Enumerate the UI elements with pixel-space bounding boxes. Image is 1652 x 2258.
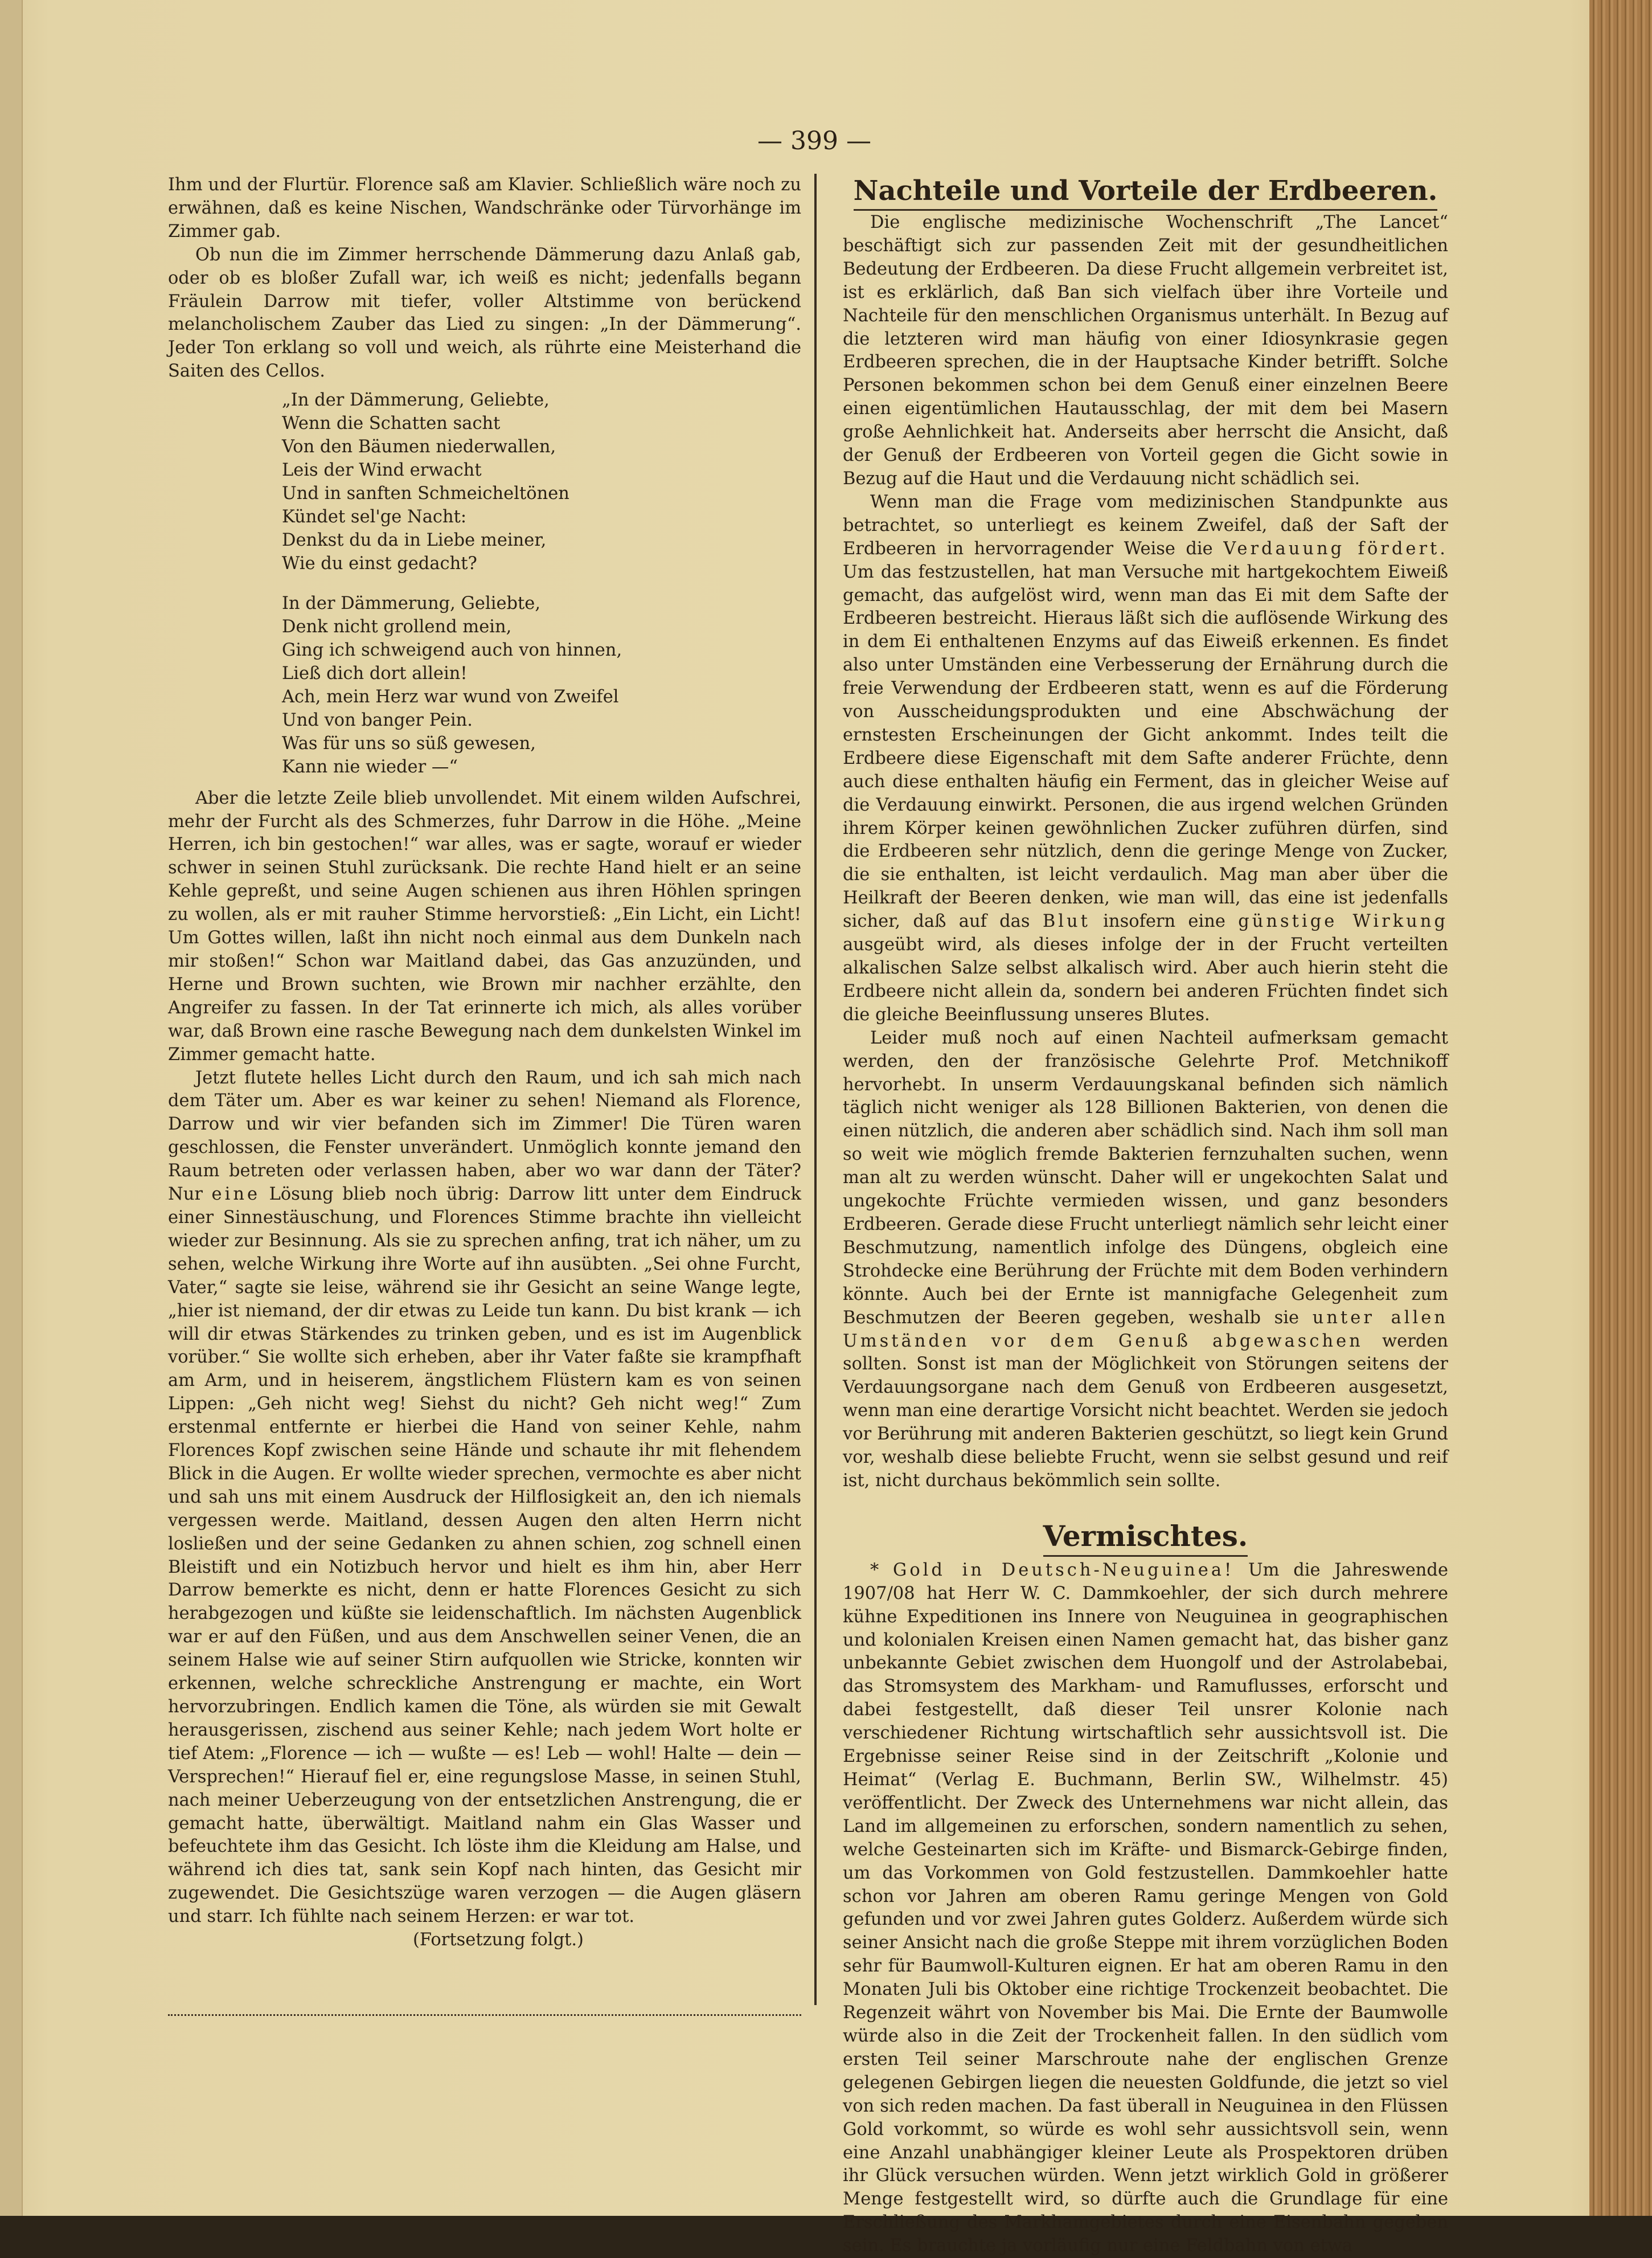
paragraph: Aber die letzte Zeile blieb unvollendet. Mit einem wilden Aufschrei, mehr der Furcht als des Schmerzes, fuhr Darrow in die Höhe. „Meine Herren, ich bin gestochen!“ war alles, was er sagte, worauf er wieder schwer in seinen Stuhl zurücksank. Die rechte Hand hielt er an seine Kehle gepreßt, und seine Augen schienen aus ihren Höhlen springen zu wollen, als er mit rauher Stimme hervorstieß: „Ein Licht, ein Licht! Um Gottes willen, laßt ihn nicht noch einmal aus dem Dunkeln nach mir stoßen!“ Schon war Maitland dabei, das Gas anzuzünden, und Herne und Brown suchten, wie Brown mir nachher erzählte, den Angreifer zu fassen. In der Tat erinnerte ich mich, als alles vorüber war, daß Brown eine rasche Bewegung nach dem dunkelsten Winkel im Zimmer gemacht hatte. [168, 788, 801, 1065]
paragraph: Jetzt flutete helles Licht durch den Raum, und ich sah mich nach dem Täter um. Aber es war keiner zu sehen! Niemand als Florence, Darrow und wir vier befanden sich im Zimmer! Die Türen waren geschlossen, die Fenster unverändert. Unmöglich konnte jemand den Raum betreten oder verlassen haben, aber wo war dann der Täter? Nur eine Lösung blieb noch übrig: Darrow litt unter dem Eindruck einer Sinnestäuschung, und Florences Stimme brachte ihn vielleicht wieder zur Besinnung. Als sie zu sprechen anfing, trat ich näher, um zu sehen, welche Wirkung ihre Worte auf ihn ausübten. „Sei ohne Furcht, Vater,“ sagte sie leise, während sie ihr Gesicht an seine Wange legte, „hier ist niemand, der dir etwas zu Leide tun kann. Du bist krank — ich will dir etwas Stärkendes zu trinken geben, und es ist im Augenblick vorüber.“ Sie wollte sich erheben, aber ihr Vater faßte sie krampfhaft am Arm, und in heiserem, ängstlichem Flüstern kam es von seinen Lippen: „Geh nicht weg! Siehst du nicht? Geh nicht weg!“ Zum erstenmal entfernte er hierbei die Hand von seiner Kehle, nahm Florences Kopf zwischen seine Hände und schaute ihr mit flehendem Blick in die Augen. Er wollte wieder sprechen, vermochte es aber nicht und sah uns mit einem Ausdruck der Hilflosigkeit an, den ich niemals vergessen werde. Maitland, dessen Augen den alten Herrn nicht losließen und der seine Gedanken zu ahnen schien, zog schnell einen Bleistift und ein Notizbuch hervor und hielt es ihm hin, aber Herr Darrow bemerkte es nicht, denn er hatte Florences Gesicht zu sich herabgezogen und küßte sie leidenschaftlich. Im nächsten Augenblick war er auf den Füßen, und aus dem Anschwellen seiner Venen, die an seinem Halse wie auf seiner Stirn aufquollen wie Stricke, konnten wir erkennen, welche schreckliche Anstrengung er machte, ein Wort hervorzubringen. Endlich kamen die Töne, als würden sie mit Gewalt herausgerissen, zischend aus seiner Kehle; nach jedem Wort holte er tief Atem: „Florence — ich — wußte — es! Leb — wohl! Halte — dein — Versprechen!“ Hierauf fiel er, eine regungslose Masse, in seinen Stuhl, nach meiner Ueberzeugung von der entsetzlichen Anstrengung, die er gemacht hatte, überwältigt. Maitland nahm ein Glas Wasser und befeuchtete ihm das Gesicht. Ich löste ihm die Kleidung am Halse, und während ich dies tat, sank sein Kopf nach hinten, das Gesicht mir zugewendet. Die Gesichtszüge waren verzogen — die Augen gläsern und starr. Ich fühlte nach seinem Herzen: er war tot. [168, 1067, 802, 1927]
poem-line: Kann nie wieder —“ [282, 756, 458, 777]
right-column [843, 174, 1448, 2258]
poem-line: Und in sanften Schmeicheltönen [282, 483, 569, 504]
spaced-emphasis: unter allen Umständen vor dem Genuß abgewaschen [843, 1307, 1448, 1351]
paragraph: Ob nun die im Zimmer herrschende Dämmerung dazu Anlaß gab, oder ob es bloßer Zufall war, ich weiß es nicht; jedenfalls begann Fräulein Darrow mit tiefer, voller Altstimme von berückend melancholischem Zauber das Lied zu singen: „In der Dämmerung“. Jeder Ton erklang so voll und weich, als rührte eine Meisterhand die Saiten des Cellos. [168, 244, 801, 382]
paragraph: Ihm und der Flurtür. Florence saß am Klavier. Schließlich wäre noch zu erwähnen, daß es keine Nischen, Wandschränke oder Türvorhänge im Zimmer gab. [168, 175, 801, 242]
spaced-emphasis: günstige Wirkung [1238, 911, 1448, 932]
paragraph: Die englische medizinische Wochenschrift „The Lancet“ beschäftigt sich zur passenden Zeit mit der gesundheitlichen Bedeutung der Erdbeeren. Da diese Frucht allgemein verbreitet ist, ist es erklärlich, daß Ban sich vielfach über ihre Vorteile und Nachteile für den menschlichen Organismus unterhält. In Bezug auf die letzteren wird man häufig von einer Idiosynkrasie gegen Erdbeeren sprechen, die in der Hauptsache Kinder betrifft. Solche Personen bekommen schon bei dem Genuß einer einzelnen Beere einen eigentümlichen Hautausschlag, der mit dem bei Masern große Aehnlichkeit hat. Anderseits aber herrscht die Ansicht, daß der Genuß der Erdbeeren von Vorteil gegen die Gicht sowie in Bezug auf die Haut und die Verdauung nicht schädlich sei. [843, 212, 1448, 489]
poem-line: In der Dämmerung, Geliebte, [282, 594, 541, 614]
page-number: — 399 — [757, 126, 871, 156]
poem-line: Leis der Wind erwacht [282, 460, 482, 480]
section-heading: Vermischtes. [843, 1519, 1448, 1553]
facing-page-edge [0, 0, 23, 2216]
poem-line: Kündet sel'ge Nacht: [282, 506, 467, 527]
poem-line: Wenn die Schatten sacht [282, 414, 501, 434]
poem-line: „In der Dämmerung, Geliebte, [282, 390, 550, 411]
poem-line: Wie du einst gedacht? [282, 553, 477, 574]
paragraph: Leider muß noch auf einen Nachteil aufmerksam gemacht werden, den der französische Gelehrte Prof. Metchnikoff hervorhebt. In unserm Verdauungskanal befinden sich nämlich täglich nicht weniger als 128 Billionen Bakterien, von denen die einen nützlich, die anderen aber schädlich sind. Nach ihm soll man so weit wie möglich fremde Bakterien fernzuhalten suchen, wenn man alt zu werden wünscht. Daher will er ungekochten Salat und ungekochte Früchte vermieden wissen, und ganz besonders Erdbeeren. Gerade diese Frucht unterliegt nämlich sehr leicht einer Beschmutzung, namentlich infolge des Düngens, obgleich eine Strohdecke eine Berührung der Früchte mit dem Boden verhindern könnte. Auch bei der Ernte ist mannigfache Gelegenheit zum Beschmutzen der Beeren gegeben, weshalb sie unter allen Umständen vor dem Genuß abgewaschen werden sollten. Sonst ist man der Möglichkeit von Störungen seitens der Verdauungsorgane nach dem Genuß von Erdbeeren ausgesetzt, wenn man eine derartige Vorsicht nicht beachtet. Werden sie jedoch vor Berührung mit anderen Bakterien geschützt, so liegt kein Grund vor, weshalb diese beliebte Frucht, wenn sie selbst gesund und reif ist, nicht durchaus bekömmlich sein sollte. [843, 1028, 1448, 1491]
spaced-emphasis: Verdauung fördert. [1223, 538, 1448, 559]
poem-line: Denkst du da in Liebe meiner, [282, 530, 547, 550]
spaced-emphasis: Blut [1042, 911, 1091, 932]
left-column [168, 174, 801, 1952]
spaced-emphasis: Gold in Deutsch-Neuguinea! [892, 1560, 1235, 1580]
spaced-emphasis: eine [211, 1184, 261, 1205]
poem-line: Denk nicht grollend mein, [282, 617, 512, 637]
poem-line: Ging ich schweigend auch von hinnen, [282, 640, 622, 661]
column-divider [814, 174, 817, 2005]
paragraph: Wenn man die Frage vom medizinischen Standpunkte aus betrachtet, so unterliegt es keinem Zweifel, daß der Saft der Erdbeeren in hervorragender Weise die Verdauung fördert. Um das festzustellen, hat man Versuche mit hartgekochtem Eiweiß gemacht, das aufgelöst wird, wenn man das Ei mit dem Safte der Erdbeeren bestreicht. Hieraus läßt sich die auflösende Wirkung des in dem Ei enthaltenen Enzyms auf das Eiweiß erkennen. Es findet also unter Umständen eine Verbesserung der Ernährung durch die freie Verwendung der Erdbeeren statt, wenn es auf die Förderung von Ausscheidungsprodukten und eine Abschwächung der ernstesten Erscheinungen der Gicht ankommt. Indes teilt die Erdbeere diese Eigenschaft mit dem Safte anderer Früchte, denn auch diese enthalten häufig ein Ferment, das in gleicher Weise auf die Verdauung einwirkt. Personen, die aus irgend welchen Gründen ihrem Körper keinen gewöhnlichen Zucker zuführen dürfen, sind die Erdbeeren sehr nützlich, denn die geringe Menge von Zucker, die sie enthalten, ist leicht verdaulich. Mag man aber über die Heilkraft der Beeren denken, wie man will, das eine ist jedenfalls sicher, daß auf das Blut insofern eine günstige Wirkung ausgeübt wird, als dieses infolge der in der Frucht verteilten alkalischen Salze selbst alkalisch wird. Aber auch hierin steht die Erdbeere nicht allein da, sondern bei anderen Früchten findet sich die gleiche Beeinflussung unseres Blutes. [843, 492, 1448, 1025]
poem-line: Ließ dich dort allein! [282, 664, 468, 684]
poem-line: Was für uns so süß gewesen, [282, 733, 536, 754]
poem-line: Von den Bäumen niederwallen, [282, 436, 556, 457]
poem [282, 389, 801, 779]
poem-line: Und von banger Pein. [282, 710, 473, 730]
bottom-ornament [168, 2014, 801, 2019]
book-spine [1589, 0, 1652, 2216]
poem-line: Ach, mein Herz war wund von Zweifel [282, 687, 619, 707]
continuation-note: (Fortsetzung folgt.) [413, 1930, 584, 1950]
paragraph: * Gold in Deutsch-Neuguinea! Um die Jahreswende 1907/08 hat Herr W. C. Dammkoehler, der sich durch mehrere kühne Expeditionen ins Innere von Neuguinea in geographischen und kolonialen Kreisen einen Namen gemacht hat, das bisher ganz unbekannte Gebiet zwischen dem Huongolf und der Astrolabebai, das Stromsystem des Markham- und Ramuflusses, erforscht und dabei festgestellt, daß dieser Teil unsrer Kolonie nach verschiedener Richtung wirtschaftlich sehr aussichtsvoll ist. Die Ergebnisse seiner Reise sind in der Zeitschrift „Kolonie und Heimat“ (Verlag E. Buchmann, Berlin SW., Wilhelmstr. 45) veröffentlicht. Der Zweck des Unternehmens war nicht allein, das Land im allgemeinen zu erforschen, sondern namentlich zu sehen, welche Gesteinarten sich im Kräfte- und Bismarck-Gebirge finden, um das Vorkommen von Gold festzustellen. Dammkoehler hatte schon vor Jahren am oberen Ramu geringe Mengen von Gold gefunden und vor zwei Jahren gutes Golderz. Außerdem würde sich seiner Ansicht nach die große Steppe mit ihrem vorzüglichen Boden sehr für Baumwoll-Kulturen eignen. Er hat am oberen Ramu in den Monaten Juli bis Oktober eine richtige Trockenzeit beobachtet. Die Regenzeit währt von November bis Mai. Die Ernte der Baumwolle würde also in die Zeit der Trockenheit fallen. In den südlich vom ersten Teil seiner Marschroute nahe der englischen Grenze gelegenen Gebirgen liegen die neuesten Goldfunde, die jetzt so viel von sich reden machen. Da fast überall in Neuguinea in den Flüssen Gold vorkommt, so würde es wohl sehr aussichtsvoll sein, wenn eine Anzahl unabhängiger kleiner Leute als Prospektoren drüben ihr Glück versuchen würden. Wenn jetzt wirklich Gold in größerer Menge festgestellt wird, so dürfte auch die Grundlage für eine Erschließung des Markhamgebietes durch eine Eisenbahn gegeben sein. Es brauchte ja vorläufig nur eine Feldbahn von etwa [843, 1560, 1448, 2256]
article-heading: Nachteile und Vorteile der Erdbeeren. [843, 174, 1448, 208]
